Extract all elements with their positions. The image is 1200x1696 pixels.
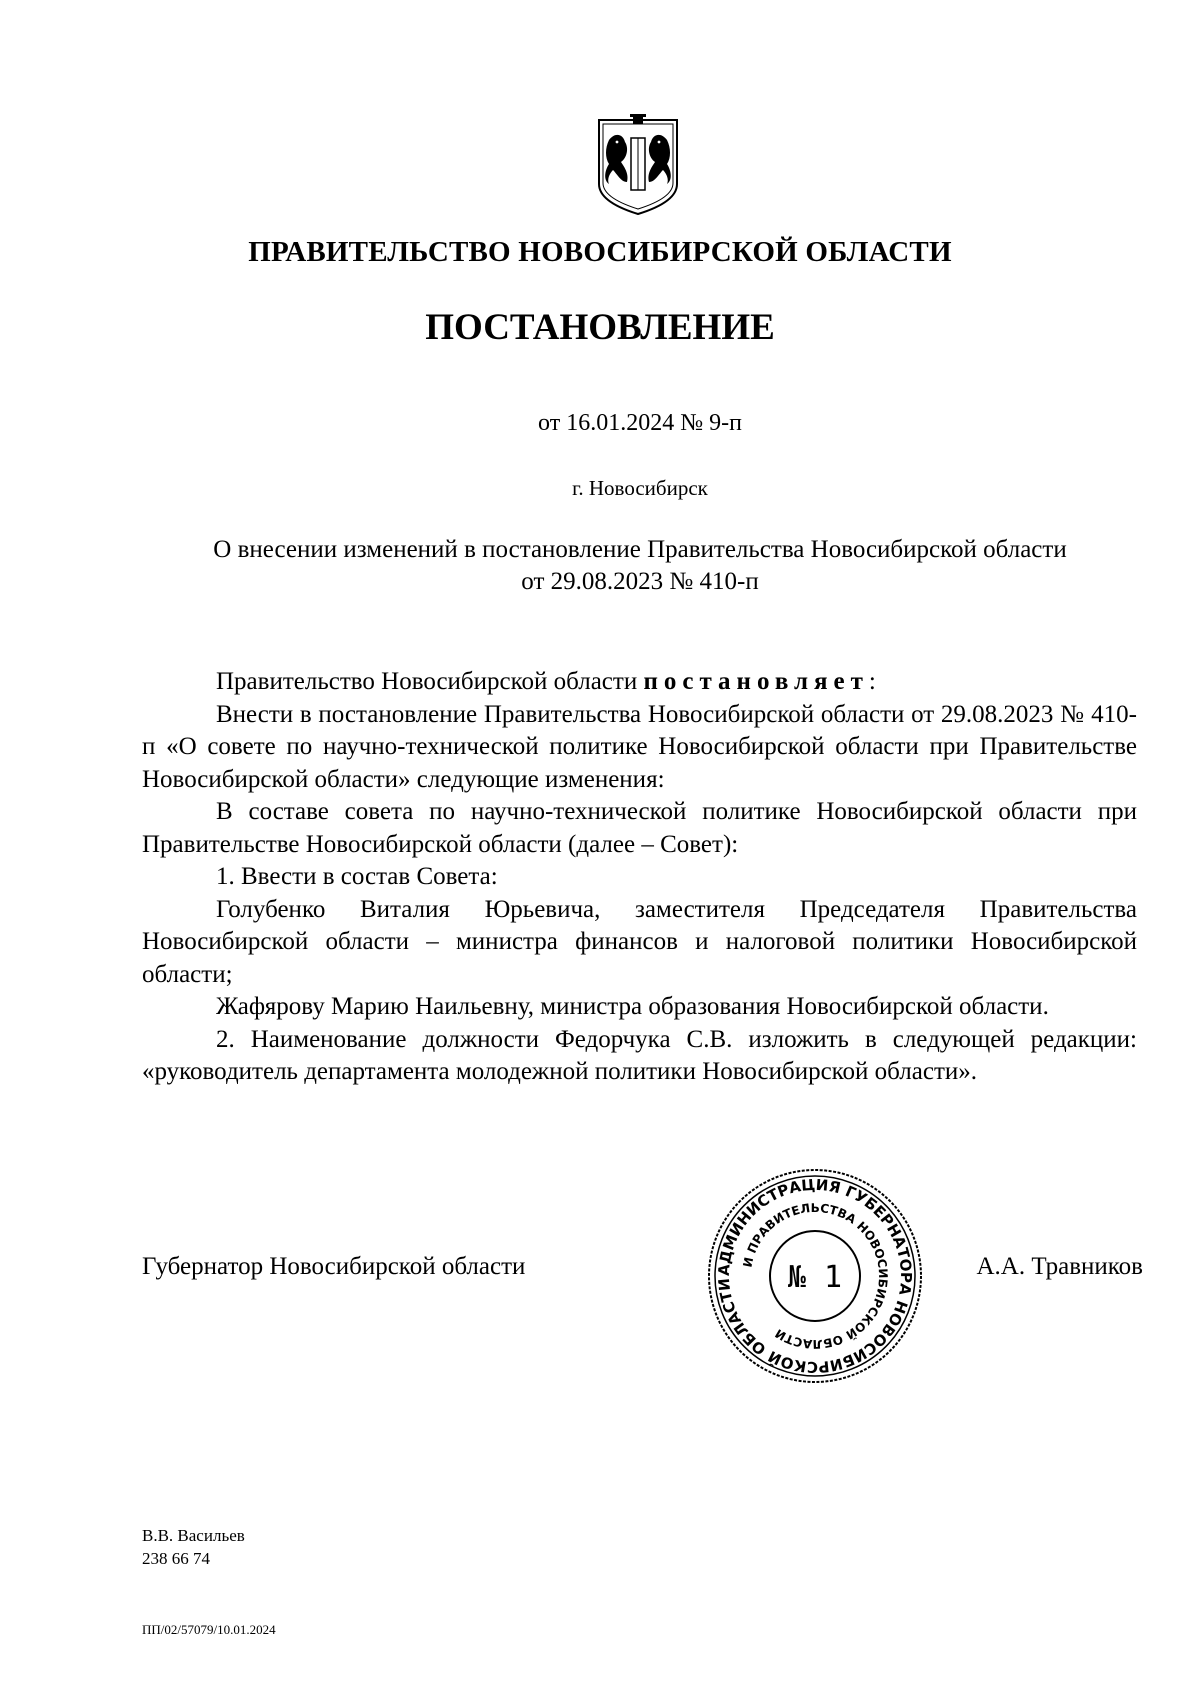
body-paragraph-2: Внести в постановление Правительства Новосибирской области от 29.08.2023 № 410-п «О совете по научно-технической политике Новосибирской области при Правительстве Новосибирской области» следующие изменения: [142,700,1137,793]
enacting-keyword: постановляет [643,668,869,695]
body-paragraph-7: 2. Наименование должности Федорчука С.В. изложить в следующей редакции: «руководитель департамента молодежной политики Новосибирской области». [142,1025,1137,1085]
body-paragraph-1 [142,666,1137,699]
title-line-1: О внесении изменений в постановление Правительства Новосибирской области [213,536,1067,563]
executor-name: В.В. Васильев [142,1526,245,1545]
title-line-2: от 29.08.2023 № 410-п [521,568,759,595]
enacting-subject: Правительство Новосибирской области [216,668,644,695]
signatory-position: Губернатор Новосибирской области [142,1253,526,1280]
registration-number: ПП/02/57079/10.01.2024 [142,1622,276,1637]
document-type: ПОСТАНОВЛЕНИЕ [425,307,775,348]
body-paragraph-5: Голубенко Виталия Юрьевича, заместителя Председателя Правительства Новосибирской области – министра финансов и налоговой политики Новосибирской области; [142,895,1137,988]
document-body [142,666,1137,1089]
stamp-number: № 1 [787,1260,843,1295]
issuing-authority: ПРАВИТЕЛЬСТВО НОВОСИБИРСКОЙ ОБЛАСТИ [248,236,952,268]
document-title [140,534,1140,598]
body-paragraph-4: 1. Ввести в состав Совета: [216,863,498,890]
enacting-colon: : [868,668,876,695]
executor-phone: 238 66 74 [142,1549,210,1568]
body-paragraph-3: В составе совета по научно-технической политике Новосибирской области при Правительстве Новосибирской области (далее – Совет): [142,798,1137,858]
body-paragraph-6: Жафярову Марию Наильевну, министра образования Новосибирской области. [216,993,1049,1020]
signatory-name: А.А. Травников [976,1253,1143,1280]
stamp-inner-text: И ПРАВИТЕЛЬСТВА НОВОСИБИРСКОЙ ОБЛАСТИ [740,1200,891,1352]
official-stamp-icon [704,1165,926,1387]
document-city: г. Новосибирск [572,476,708,500]
stamp-outer-text: АДМИНИСТРАЦИЯ ГУБЕРНАТОРА НОВОСИБИРСКОЙ ОБЛАСТИ [714,1175,916,1377]
coat-of-arms-icon [595,112,681,218]
document-date-number: от 16.01.2024 № 9-п [538,410,742,436]
